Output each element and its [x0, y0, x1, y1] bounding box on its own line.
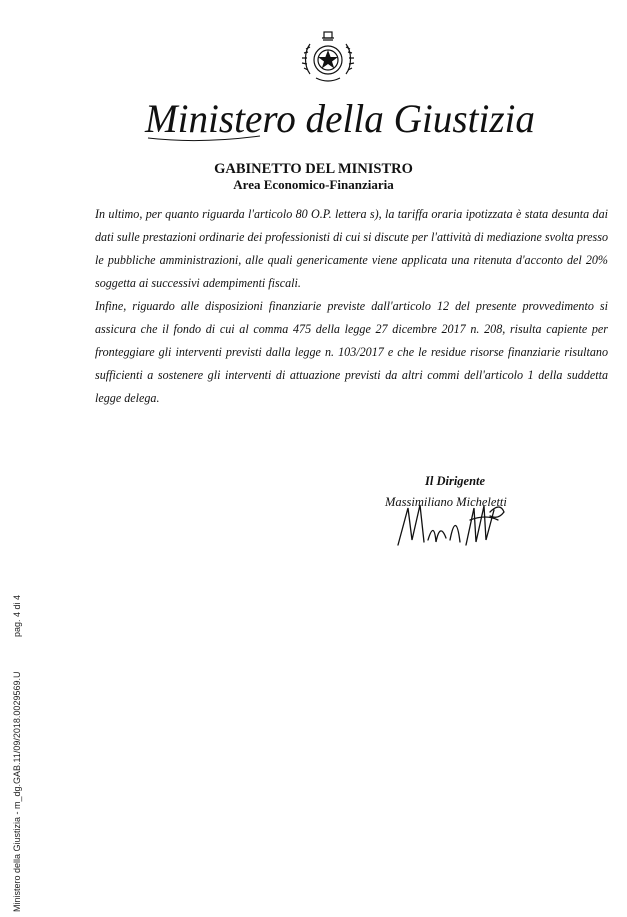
office-heading: GABINETTO DEL MINISTRO	[214, 161, 413, 177]
handwritten-signature	[390, 490, 510, 550]
paragraph-1: In ultimo, per quanto riguarda l'articolo 80 O.P. lettera s), la tariffa oraria ipotizzata è stata desunta dai dati sulle prestazioni ordinarie dei professionisti di cui si discute per l'attività di mediazione svolta presso le pubbliche amministrazioni, alle quali genericamente viene applicata una ritenuta d'acconto del 20% soggetta ai successivi adempimenti fiscali.	[95, 207, 608, 290]
signatory-title: Il Dirigente	[425, 474, 486, 488]
protocol-stamp: Ministero della Giustizia - m_dg.GAB.11/09/2018.0029569.U	[12, 671, 22, 912]
ministry-title	[140, 88, 540, 148]
italian-republic-emblem-icon	[298, 30, 358, 90]
page-number: pag. 4 di 4	[12, 594, 22, 637]
area-heading: Area Economico-Finanziaria	[233, 177, 394, 192]
svg-text:Ministero della Giustizia: Ministero della Giustizia	[144, 96, 535, 141]
signatory-name: Massimiliano Micheletti	[385, 495, 507, 509]
paragraph-2: Infine, riguardo alle disposizioni finanziarie previste dall'articolo 12 del presente provvedimento si assicura che il fondo di cui al comma 475 della legge 27 dicembre 2017 n. 208, risulta capiente per fronteggiare gli interventi previsti dalla legge n. 103/2017 e che le residue risorse finanziarie risultano sufficienti a sostenere gli interventi di attuazione previsti da altri commi dell'articolo 1 della suddetta legge delega.	[95, 299, 608, 405]
letter-body	[95, 203, 608, 410]
